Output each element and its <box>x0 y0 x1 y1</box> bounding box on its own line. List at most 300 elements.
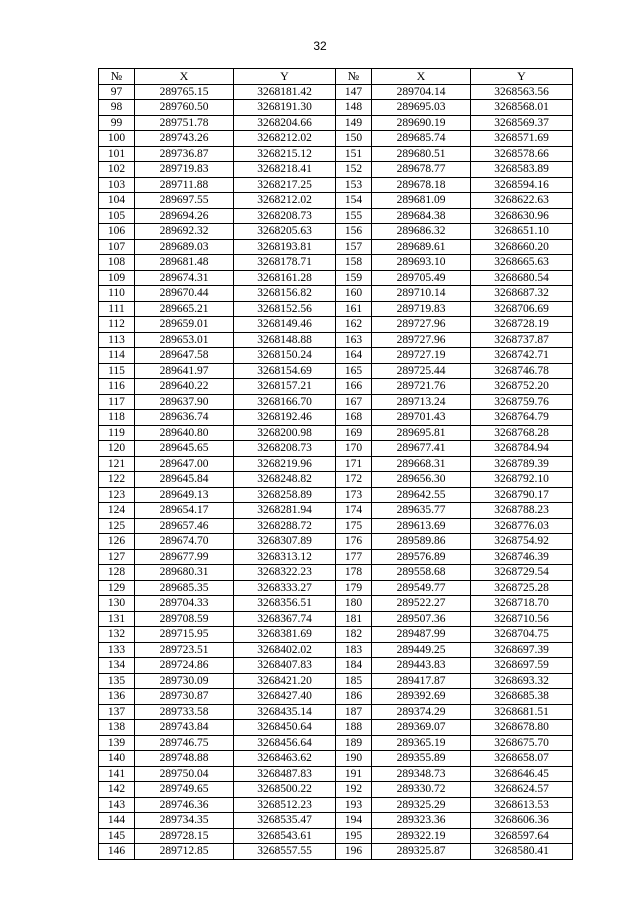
x-coordinate-cell: 289693.10 <box>372 255 471 271</box>
y-coordinate-cell: 3268407.83 <box>234 658 336 674</box>
point-number-cell: 132 <box>99 627 135 643</box>
x-coordinate-cell: 289694.26 <box>135 208 234 224</box>
y-coordinate-cell: 3268288.72 <box>234 518 336 534</box>
x-coordinate-cell: 289711.88 <box>135 177 234 193</box>
point-number-cell: 195 <box>336 828 372 844</box>
point-number-cell: 137 <box>99 704 135 720</box>
x-coordinate-cell: 289653.01 <box>135 332 234 348</box>
x-coordinate-cell: 289330.72 <box>372 782 471 798</box>
table-row <box>99 704 573 720</box>
x-coordinate-cell: 289727.19 <box>372 348 471 364</box>
y-coordinate-cell: 3268356.51 <box>234 596 336 612</box>
y-coordinate-cell: 3268569.37 <box>471 115 573 131</box>
y-coordinate-cell: 3268697.39 <box>471 642 573 658</box>
point-number-cell: 167 <box>336 394 372 410</box>
point-number-cell: 108 <box>99 255 135 271</box>
y-coordinate-cell: 3268156.82 <box>234 286 336 302</box>
y-coordinate-cell: 3268313.12 <box>234 549 336 565</box>
x-coordinate-cell: 289743.84 <box>135 720 234 736</box>
y-coordinate-cell: 3268152.56 <box>234 301 336 317</box>
point-number-cell: 136 <box>99 689 135 705</box>
y-coordinate-cell: 3268693.32 <box>471 673 573 689</box>
point-number-cell: 131 <box>99 611 135 627</box>
point-number-cell: 140 <box>99 751 135 767</box>
point-number-cell: 170 <box>336 441 372 457</box>
y-coordinate-cell: 3268792.10 <box>471 472 573 488</box>
y-coordinate-cell: 3268704.75 <box>471 627 573 643</box>
x-coordinate-cell: 289743.26 <box>135 131 234 147</box>
table-row <box>99 782 573 798</box>
point-number-cell: 112 <box>99 317 135 333</box>
point-number-cell: 113 <box>99 332 135 348</box>
y-coordinate-cell: 3268307.89 <box>234 534 336 550</box>
x-coordinate-cell: 289325.29 <box>372 797 471 813</box>
point-number-cell: 164 <box>336 348 372 364</box>
x-coordinate-cell: 289549.77 <box>372 580 471 596</box>
y-coordinate-cell: 3268752.20 <box>471 379 573 395</box>
y-coordinate-cell: 3268597.64 <box>471 828 573 844</box>
table-row <box>99 379 573 395</box>
point-number-cell: 130 <box>99 596 135 612</box>
y-coordinate-cell: 3268208.73 <box>234 208 336 224</box>
page-number: 32 <box>313 39 327 53</box>
point-number-cell: 186 <box>336 689 372 705</box>
point-number-cell: 111 <box>99 301 135 317</box>
point-number-cell: 183 <box>336 642 372 658</box>
y-coordinate-cell: 3268456.64 <box>234 735 336 751</box>
point-number-cell: 162 <box>336 317 372 333</box>
y-coordinate-cell: 3268543.61 <box>234 828 336 844</box>
table-row <box>99 224 573 240</box>
point-number-cell: 149 <box>336 115 372 131</box>
point-number-cell: 172 <box>336 472 372 488</box>
point-number-cell: 145 <box>99 828 135 844</box>
y-coordinate-cell: 3268205.63 <box>234 224 336 240</box>
point-number-cell: 109 <box>99 270 135 286</box>
header-number-right: № <box>336 69 372 85</box>
point-number-cell: 123 <box>99 487 135 503</box>
table-row <box>99 487 573 503</box>
point-number-cell: 127 <box>99 549 135 565</box>
point-number-cell: 117 <box>99 394 135 410</box>
table-row <box>99 115 573 131</box>
table-row <box>99 193 573 209</box>
y-coordinate-cell: 3268212.02 <box>234 131 336 147</box>
y-coordinate-cell: 3268768.28 <box>471 425 573 441</box>
header-x-left: X <box>135 69 234 85</box>
y-coordinate-cell: 3268718.70 <box>471 596 573 612</box>
y-coordinate-cell: 3268790.17 <box>471 487 573 503</box>
x-coordinate-cell: 289686.32 <box>372 224 471 240</box>
table-row <box>99 332 573 348</box>
point-number-cell: 187 <box>336 704 372 720</box>
x-coordinate-cell: 289348.73 <box>372 766 471 782</box>
y-coordinate-cell: 3268258.89 <box>234 487 336 503</box>
point-number-cell: 102 <box>99 162 135 178</box>
y-coordinate-cell: 3268435.14 <box>234 704 336 720</box>
y-coordinate-cell: 3268215.12 <box>234 146 336 162</box>
table-row <box>99 813 573 829</box>
x-coordinate-cell: 289645.65 <box>135 441 234 457</box>
header-number-left: № <box>99 69 135 85</box>
y-coordinate-cell: 3268789.39 <box>471 456 573 472</box>
y-coordinate-cell: 3268685.38 <box>471 689 573 705</box>
x-coordinate-cell: 289715.95 <box>135 627 234 643</box>
point-number-cell: 128 <box>99 565 135 581</box>
y-coordinate-cell: 3268658.07 <box>471 751 573 767</box>
point-number-cell: 139 <box>99 735 135 751</box>
point-number-cell: 134 <box>99 658 135 674</box>
x-coordinate-cell: 289640.80 <box>135 425 234 441</box>
point-number-cell: 121 <box>99 456 135 472</box>
point-number-cell: 141 <box>99 766 135 782</box>
point-number-cell: 135 <box>99 673 135 689</box>
point-number-cell: 178 <box>336 565 372 581</box>
y-coordinate-cell: 3268697.59 <box>471 658 573 674</box>
y-coordinate-cell: 3268660.20 <box>471 239 573 255</box>
header-y-right: Y <box>471 69 573 85</box>
point-number-cell: 114 <box>99 348 135 364</box>
table-row <box>99 177 573 193</box>
x-coordinate-cell: 289684.38 <box>372 208 471 224</box>
table-row <box>99 611 573 627</box>
y-coordinate-cell: 3268322.23 <box>234 565 336 581</box>
x-coordinate-cell: 289325.87 <box>372 844 471 860</box>
y-coordinate-cell: 3268208.73 <box>234 441 336 457</box>
table-row <box>99 565 573 581</box>
x-coordinate-cell: 289322.19 <box>372 828 471 844</box>
y-coordinate-cell: 3268487.83 <box>234 766 336 782</box>
point-number-cell: 133 <box>99 642 135 658</box>
y-coordinate-cell: 3268178.71 <box>234 255 336 271</box>
table-row <box>99 84 573 100</box>
table-row <box>99 844 573 860</box>
y-coordinate-cell: 3268680.54 <box>471 270 573 286</box>
y-coordinate-cell: 3268161.28 <box>234 270 336 286</box>
x-coordinate-cell: 289701.43 <box>372 410 471 426</box>
x-coordinate-cell: 289443.83 <box>372 658 471 674</box>
y-coordinate-cell: 3268784.94 <box>471 441 573 457</box>
y-coordinate-cell: 3268729.54 <box>471 565 573 581</box>
table-row <box>99 363 573 379</box>
point-number-cell: 125 <box>99 518 135 534</box>
x-coordinate-cell: 289710.14 <box>372 286 471 302</box>
y-coordinate-cell: 3268427.40 <box>234 689 336 705</box>
y-coordinate-cell: 3268746.78 <box>471 363 573 379</box>
y-coordinate-cell: 3268333.27 <box>234 580 336 596</box>
x-coordinate-cell: 289721.76 <box>372 379 471 395</box>
y-coordinate-cell: 3268746.39 <box>471 549 573 565</box>
point-number-cell: 144 <box>99 813 135 829</box>
point-number-cell: 142 <box>99 782 135 798</box>
point-number-cell: 192 <box>336 782 372 798</box>
x-coordinate-cell: 289677.41 <box>372 441 471 457</box>
point-number-cell: 176 <box>336 534 372 550</box>
table-row <box>99 720 573 736</box>
x-coordinate-cell: 289678.77 <box>372 162 471 178</box>
x-coordinate-cell: 289656.30 <box>372 472 471 488</box>
y-coordinate-cell: 3268776.03 <box>471 518 573 534</box>
y-coordinate-cell: 3268381.69 <box>234 627 336 643</box>
x-coordinate-cell: 289576.89 <box>372 549 471 565</box>
y-coordinate-cell: 3268646.45 <box>471 766 573 782</box>
point-number-cell: 138 <box>99 720 135 736</box>
y-coordinate-cell: 3268148.88 <box>234 332 336 348</box>
point-number-cell: 184 <box>336 658 372 674</box>
x-coordinate-cell: 289637.90 <box>135 394 234 410</box>
y-coordinate-cell: 3268630.96 <box>471 208 573 224</box>
x-coordinate-cell: 289730.87 <box>135 689 234 705</box>
table-row <box>99 410 573 426</box>
point-number-cell: 174 <box>336 503 372 519</box>
y-coordinate-cell: 3268563.56 <box>471 84 573 100</box>
x-coordinate-cell: 289719.83 <box>372 301 471 317</box>
point-number-cell: 189 <box>336 735 372 751</box>
point-number-cell: 179 <box>336 580 372 596</box>
y-coordinate-cell: 3268450.64 <box>234 720 336 736</box>
x-coordinate-cell: 289704.33 <box>135 596 234 612</box>
y-coordinate-cell: 3268192.46 <box>234 410 336 426</box>
table-row <box>99 286 573 302</box>
point-number-cell: 190 <box>336 751 372 767</box>
table-row <box>99 735 573 751</box>
point-number-cell: 166 <box>336 379 372 395</box>
y-coordinate-cell: 3268166.70 <box>234 394 336 410</box>
y-coordinate-cell: 3268248.82 <box>234 472 336 488</box>
x-coordinate-cell: 289678.18 <box>372 177 471 193</box>
y-coordinate-cell: 3268606.36 <box>471 813 573 829</box>
x-coordinate-cell: 289647.00 <box>135 456 234 472</box>
table-row <box>99 131 573 147</box>
point-number-cell: 185 <box>336 673 372 689</box>
point-number-cell: 160 <box>336 286 372 302</box>
x-coordinate-cell: 289635.77 <box>372 503 471 519</box>
point-number-cell: 156 <box>336 224 372 240</box>
y-coordinate-cell: 3268149.46 <box>234 317 336 333</box>
y-coordinate-cell: 3268583.89 <box>471 162 573 178</box>
y-coordinate-cell: 3268728.19 <box>471 317 573 333</box>
x-coordinate-cell: 289748.88 <box>135 751 234 767</box>
x-coordinate-cell: 289725.44 <box>372 363 471 379</box>
point-number-cell: 165 <box>336 363 372 379</box>
x-coordinate-cell: 289750.04 <box>135 766 234 782</box>
point-number-cell: 159 <box>336 270 372 286</box>
point-number-cell: 106 <box>99 224 135 240</box>
point-number-cell: 104 <box>99 193 135 209</box>
point-number-cell: 153 <box>336 177 372 193</box>
x-coordinate-cell: 289695.03 <box>372 100 471 116</box>
x-coordinate-cell: 289692.32 <box>135 224 234 240</box>
point-number-cell: 148 <box>336 100 372 116</box>
table-row <box>99 472 573 488</box>
table-row <box>99 208 573 224</box>
x-coordinate-cell: 289323.36 <box>372 813 471 829</box>
x-coordinate-cell: 289654.17 <box>135 503 234 519</box>
table-row <box>99 751 573 767</box>
point-number-cell: 120 <box>99 441 135 457</box>
x-coordinate-cell: 289668.31 <box>372 456 471 472</box>
point-number-cell: 158 <box>336 255 372 271</box>
x-coordinate-cell: 289674.70 <box>135 534 234 550</box>
y-coordinate-cell: 3268281.94 <box>234 503 336 519</box>
y-coordinate-cell: 3268463.62 <box>234 751 336 767</box>
x-coordinate-cell: 289727.96 <box>372 317 471 333</box>
x-coordinate-cell: 289365.19 <box>372 735 471 751</box>
point-number-cell: 116 <box>99 379 135 395</box>
point-number-cell: 98 <box>99 100 135 116</box>
table-row <box>99 348 573 364</box>
x-coordinate-cell: 289645.84 <box>135 472 234 488</box>
y-coordinate-cell: 3268212.02 <box>234 193 336 209</box>
table-row <box>99 549 573 565</box>
point-number-cell: 146 <box>99 844 135 860</box>
x-coordinate-cell: 289659.01 <box>135 317 234 333</box>
x-coordinate-cell: 289765.15 <box>135 84 234 100</box>
x-coordinate-cell: 289665.21 <box>135 301 234 317</box>
table-row <box>99 301 573 317</box>
table-row <box>99 627 573 643</box>
y-coordinate-cell: 3268535.47 <box>234 813 336 829</box>
x-coordinate-cell: 289728.15 <box>135 828 234 844</box>
x-coordinate-cell: 289649.13 <box>135 487 234 503</box>
x-coordinate-cell: 289680.51 <box>372 146 471 162</box>
x-coordinate-cell: 289657.46 <box>135 518 234 534</box>
y-coordinate-cell: 3268624.57 <box>471 782 573 798</box>
x-coordinate-cell: 289558.68 <box>372 565 471 581</box>
x-coordinate-cell: 289685.35 <box>135 580 234 596</box>
table-row <box>99 270 573 286</box>
y-coordinate-cell: 3268681.51 <box>471 704 573 720</box>
point-number-cell: 177 <box>336 549 372 565</box>
table-row <box>99 596 573 612</box>
x-coordinate-cell: 289723.51 <box>135 642 234 658</box>
x-coordinate-cell: 289734.35 <box>135 813 234 829</box>
y-coordinate-cell: 3268788.23 <box>471 503 573 519</box>
x-coordinate-cell: 289704.14 <box>372 84 471 100</box>
x-coordinate-cell: 289751.78 <box>135 115 234 131</box>
point-number-cell: 151 <box>336 146 372 162</box>
x-coordinate-cell: 289708.59 <box>135 611 234 627</box>
y-coordinate-cell: 3268651.10 <box>471 224 573 240</box>
point-number-cell: 181 <box>336 611 372 627</box>
x-coordinate-cell: 289713.24 <box>372 394 471 410</box>
point-number-cell: 118 <box>99 410 135 426</box>
y-coordinate-cell: 3268594.16 <box>471 177 573 193</box>
point-number-cell: 154 <box>336 193 372 209</box>
x-coordinate-cell: 289647.58 <box>135 348 234 364</box>
table-row <box>99 441 573 457</box>
x-coordinate-cell: 289677.99 <box>135 549 234 565</box>
x-coordinate-cell: 289685.74 <box>372 131 471 147</box>
table-row <box>99 162 573 178</box>
x-coordinate-cell: 289641.97 <box>135 363 234 379</box>
x-coordinate-cell: 289695.81 <box>372 425 471 441</box>
point-number-cell: 122 <box>99 472 135 488</box>
y-coordinate-cell: 3268367.74 <box>234 611 336 627</box>
y-coordinate-cell: 3268150.24 <box>234 348 336 364</box>
y-coordinate-cell: 3268193.81 <box>234 239 336 255</box>
x-coordinate-cell: 289681.48 <box>135 255 234 271</box>
table-body <box>99 84 573 859</box>
y-coordinate-cell: 3268568.01 <box>471 100 573 116</box>
x-coordinate-cell: 289681.09 <box>372 193 471 209</box>
point-number-cell: 150 <box>336 131 372 147</box>
y-coordinate-cell: 3268578.66 <box>471 146 573 162</box>
table-row <box>99 580 573 596</box>
x-coordinate-cell: 289730.09 <box>135 673 234 689</box>
y-coordinate-cell: 3268687.32 <box>471 286 573 302</box>
x-coordinate-cell: 289746.36 <box>135 797 234 813</box>
y-coordinate-cell: 3268665.63 <box>471 255 573 271</box>
point-number-cell: 163 <box>336 332 372 348</box>
point-number-cell: 99 <box>99 115 135 131</box>
point-number-cell: 115 <box>99 363 135 379</box>
x-coordinate-cell: 289719.83 <box>135 162 234 178</box>
table-row <box>99 658 573 674</box>
point-number-cell: 196 <box>336 844 372 860</box>
table-row <box>99 456 573 472</box>
x-coordinate-cell: 289680.31 <box>135 565 234 581</box>
x-coordinate-cell: 289589.86 <box>372 534 471 550</box>
point-number-cell: 147 <box>336 84 372 100</box>
point-number-cell: 107 <box>99 239 135 255</box>
point-number-cell: 194 <box>336 813 372 829</box>
x-coordinate-cell: 289697.55 <box>135 193 234 209</box>
y-coordinate-cell: 3268500.22 <box>234 782 336 798</box>
table-row <box>99 146 573 162</box>
table-row <box>99 394 573 410</box>
y-coordinate-cell: 3268759.76 <box>471 394 573 410</box>
y-coordinate-cell: 3268725.28 <box>471 580 573 596</box>
y-coordinate-cell: 3268710.56 <box>471 611 573 627</box>
x-coordinate-cell: 289705.49 <box>372 270 471 286</box>
y-coordinate-cell: 3268557.55 <box>234 844 336 860</box>
y-coordinate-cell: 3268512.23 <box>234 797 336 813</box>
x-coordinate-cell: 289487.99 <box>372 627 471 643</box>
point-number-cell: 119 <box>99 425 135 441</box>
point-number-cell: 124 <box>99 503 135 519</box>
point-number-cell: 155 <box>336 208 372 224</box>
table-row <box>99 673 573 689</box>
point-number-cell: 173 <box>336 487 372 503</box>
point-number-cell: 143 <box>99 797 135 813</box>
table-row <box>99 642 573 658</box>
y-coordinate-cell: 3268764.79 <box>471 410 573 426</box>
x-coordinate-cell: 289724.86 <box>135 658 234 674</box>
y-coordinate-cell: 3268580.41 <box>471 844 573 860</box>
table-row <box>99 534 573 550</box>
point-number-cell: 180 <box>336 596 372 612</box>
x-coordinate-cell: 289449.25 <box>372 642 471 658</box>
table-row <box>99 797 573 813</box>
x-coordinate-cell: 289760.50 <box>135 100 234 116</box>
point-number-cell: 168 <box>336 410 372 426</box>
point-number-cell: 161 <box>336 301 372 317</box>
table-row <box>99 425 573 441</box>
x-coordinate-cell: 289690.19 <box>372 115 471 131</box>
y-coordinate-cell: 3268571.69 <box>471 131 573 147</box>
x-coordinate-cell: 289749.65 <box>135 782 234 798</box>
x-coordinate-cell: 289507.36 <box>372 611 471 627</box>
point-number-cell: 105 <box>99 208 135 224</box>
table-row <box>99 828 573 844</box>
point-number-cell: 171 <box>336 456 372 472</box>
point-number-cell: 129 <box>99 580 135 596</box>
y-coordinate-cell: 3268613.53 <box>471 797 573 813</box>
y-coordinate-cell: 3268706.69 <box>471 301 573 317</box>
y-coordinate-cell: 3268219.96 <box>234 456 336 472</box>
point-number-cell: 175 <box>336 518 372 534</box>
